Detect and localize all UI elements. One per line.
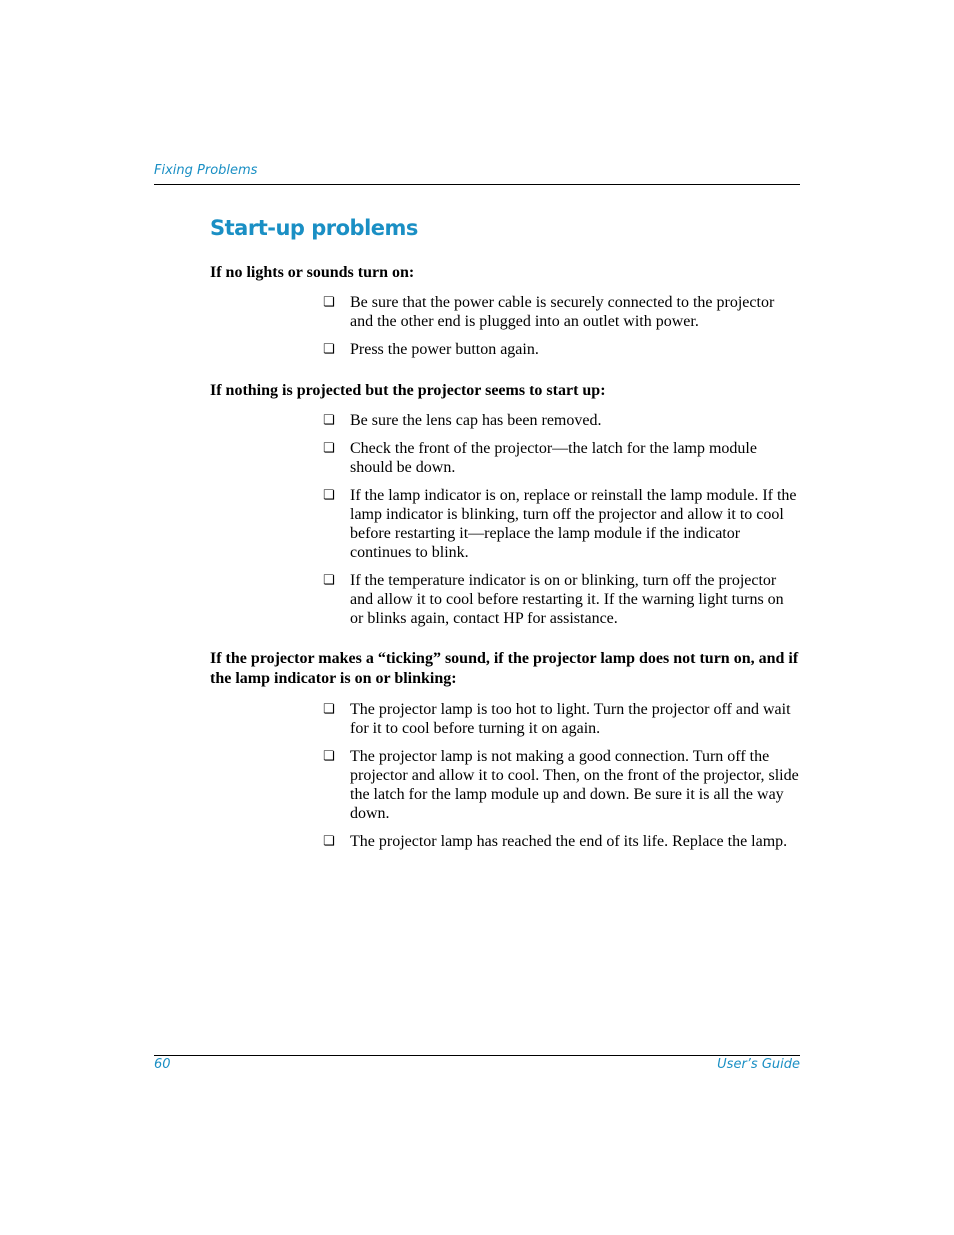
running-head: Fixing Problems	[154, 163, 258, 178]
checklist-ticking-sound	[210, 700, 800, 851]
checkbox-icon	[323, 340, 335, 359]
checklist-item	[210, 411, 800, 430]
item-text: If the lamp indicator is on, replace or reinstall the lamp module. If the lamp indicator is blinking, turn off the projector and allow it to cool before restarting it—replace the lamp module if the indicator continues to blink.	[350, 487, 797, 561]
item-text: Be sure the lens cap has been removed.	[350, 412, 602, 429]
page-number: 60	[154, 1057, 171, 1072]
checkbox-icon	[323, 439, 335, 458]
header-rule	[154, 184, 800, 185]
item-text: The projector lamp is not making a good connection. Turn off the projector and allow it to cool. Then, on the front of the projector, slide the latch for the lamp module up and down. Be sure it is all the way down.	[350, 748, 799, 822]
checkbox-icon	[323, 747, 335, 766]
subhead-ticking-sound: If the projector makes a “ticking” sound, if the projector lamp does not turn on, and if the lamp indicator is on or blinking:	[210, 650, 799, 687]
checklist-item	[210, 832, 800, 851]
item-text: If the temperature indicator is on or blinking, turn off the projector and allow it to cool before restarting it. If the warning light turns on or blinks again, contact HP for assistance.	[350, 572, 784, 627]
checklist-item	[210, 700, 800, 738]
checklist-nothing-projected	[210, 411, 800, 628]
checklist-item	[210, 293, 800, 331]
section-title: Start-up problems	[210, 216, 418, 240]
checkbox-icon	[323, 411, 335, 430]
book-title: User’s Guide	[717, 1057, 800, 1072]
subhead-no-lights: If no lights or sounds turn on:	[210, 264, 415, 281]
section-body	[210, 263, 800, 851]
item-text: The projector lamp is too hot to light. Turn the projector off and wait for it to cool before turning it on again.	[350, 701, 791, 737]
checklist-no-lights	[210, 293, 800, 359]
checklist-item	[210, 340, 800, 359]
checklist-item	[210, 439, 800, 477]
checkbox-icon	[323, 571, 335, 590]
checkbox-icon	[323, 293, 335, 312]
checkbox-icon	[323, 832, 335, 851]
item-text: Press the power button again.	[350, 341, 539, 358]
footer-rule	[154, 1055, 800, 1056]
checkbox-icon	[323, 486, 335, 505]
checklist-item	[210, 571, 800, 628]
item-text: Be sure that the power cable is securely connected to the projector and the other end is plugged into an outlet with power.	[350, 294, 775, 330]
checklist-item	[210, 747, 800, 823]
checkbox-icon	[323, 700, 335, 719]
item-text: The projector lamp has reached the end of its life. Replace the lamp.	[350, 833, 788, 850]
checklist-item	[210, 486, 800, 562]
subhead-nothing-projected: If nothing is projected but the projector seems to start up:	[210, 382, 606, 399]
item-text: Check the front of the projector—the latch for the lamp module should be down.	[350, 440, 757, 476]
